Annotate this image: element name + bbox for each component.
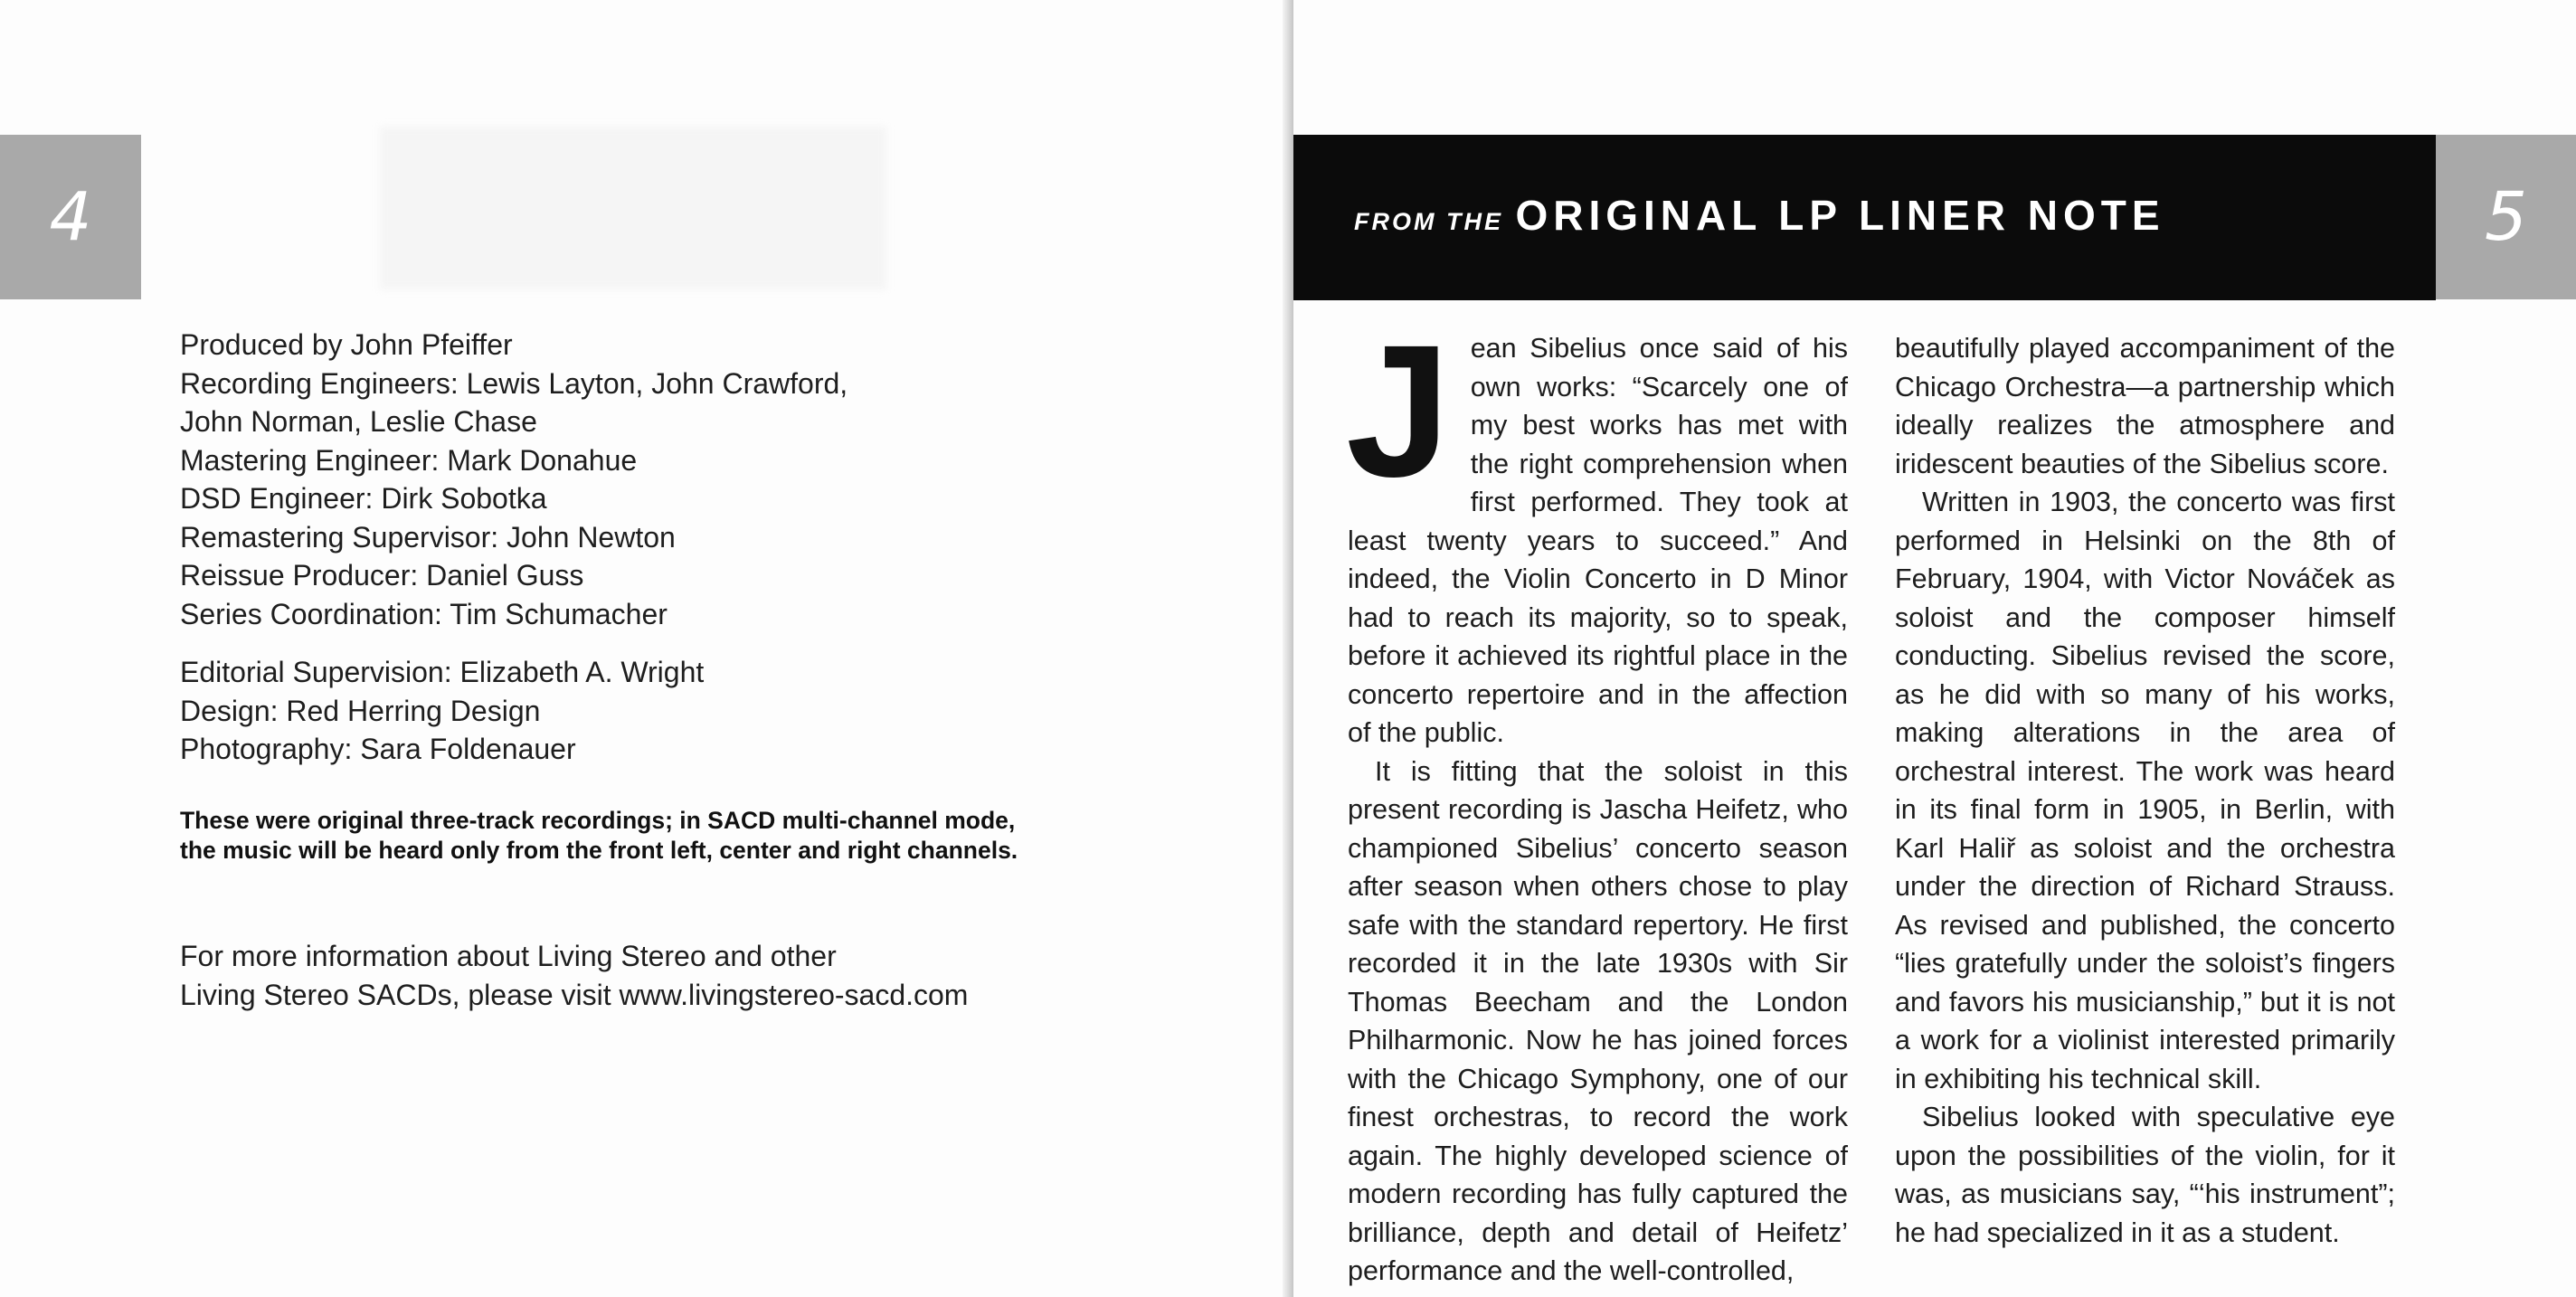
drop-cap: J (1346, 307, 1451, 516)
info-block (180, 937, 1084, 1015)
info-line: For more information about Living Stereo and other (180, 940, 837, 972)
credit-line: Editorial Supervision: Elizabeth A. Wright (180, 656, 705, 688)
page-number-right: 5 (2436, 135, 2576, 299)
credit-line: Photography: Sara Foldenauer (180, 733, 576, 765)
credit-line: Remastering Supervisor: John Newton (180, 520, 676, 554)
header-banner (1293, 135, 2436, 300)
page-number-left: 4 (0, 135, 141, 299)
banner-heading (1354, 191, 2165, 240)
credit-line: DSD Engineer: Dirk Sobotka (180, 482, 547, 515)
credit-line: Produced by John Pfeiffer (180, 328, 513, 361)
banner-prefix: FROM THE (1354, 208, 1503, 235)
paragraph (1346, 307, 1848, 753)
credit-line: Mastering Engineer: Mark Donahue (180, 443, 638, 477)
credits-block (180, 326, 1084, 769)
show-through-shadow (380, 127, 886, 289)
credit-line: Series Coordination: Tim Schumacher (180, 597, 668, 630)
credit-line: Recording Engineers: Lewis Layton, John Crawford, (180, 366, 848, 400)
banner-title: ORIGINAL LP LINER NOTE (1515, 192, 2165, 239)
paragraph: It is fitting that the soloist in this present recording is Jascha Heifetz, who championed Sibelius’ concerto season after season when others chose to play safe with the standard repertory. He first recorded it in the late 1930s with Sir Thomas Beecham and the London Philharmonic. Now he has joined forces with the Chicago Symphony, one of our finest orchestras, to record the work again. The highly developed science of modern recording has fully captured the brilliance, depth and detail of Heifetz’ performance and the well-controlled, (1348, 755, 1848, 1286)
credit-line: John Norman, Leslie Chase (180, 405, 537, 438)
liner-note-column-2 (1895, 329, 2395, 1252)
info-line: Living Stereo SACDs, please visit www.livingstereo-sacd.com (180, 979, 969, 1011)
recording-note: These were original three-track recordings; in SACD multi-channel mode, the music will be heard only from the front left, center and right channels. (180, 807, 1018, 864)
credits-spacer (180, 633, 1084, 653)
credit-line: Reissue Producer: Daniel Guss (180, 559, 584, 592)
right-page (1293, 0, 2576, 1297)
paragraph-text: ean Sibelius once said of his own works: “Scarcely one of my best works has met with the right comprehension when first performed. They took at least twenty years to succeed.” And indeed, the Violin Concerto in D Minor had to reach its majority, so to speak, before it achieved its rightful place in the concerto repertoire and in the affection of the public. (1348, 333, 1848, 748)
paragraph: Written in 1903, the concerto was first performed in Helsinki on the 8th of February, 1904, with Victor Nováček as soloist and the composer himself conducting. Sibelius revised the score, as he did with so many of his works, making alterations in the area of orchestral interest. The work was heard in its final form in 1905, in Berlin, with Karl Haliř as soloist and the orchestra under the direction of Richard Strauss. As revised and published, the concerto “lies gratefully under the soloist’s fingers and favors his musicianship,” but it is not a work for a violinist interested primarily in exhibiting his technical skill. (1895, 487, 2395, 1094)
paragraph: beautifully played accompaniment of the Chicago Orchestra—a partnership which ideally realizes the atmosphere and iridescent beauties of the Sibelius score. (1895, 333, 2395, 479)
credit-line: Design: Red Herring Design (180, 694, 541, 727)
liner-note-column-1 (1346, 307, 1848, 1291)
paragraph: Sibelius looked with speculative eye upon the possibilities of the violin, for it was, as musicians say, “‘his instrument”; he had specialized in it as a student. (1895, 1102, 2395, 1248)
